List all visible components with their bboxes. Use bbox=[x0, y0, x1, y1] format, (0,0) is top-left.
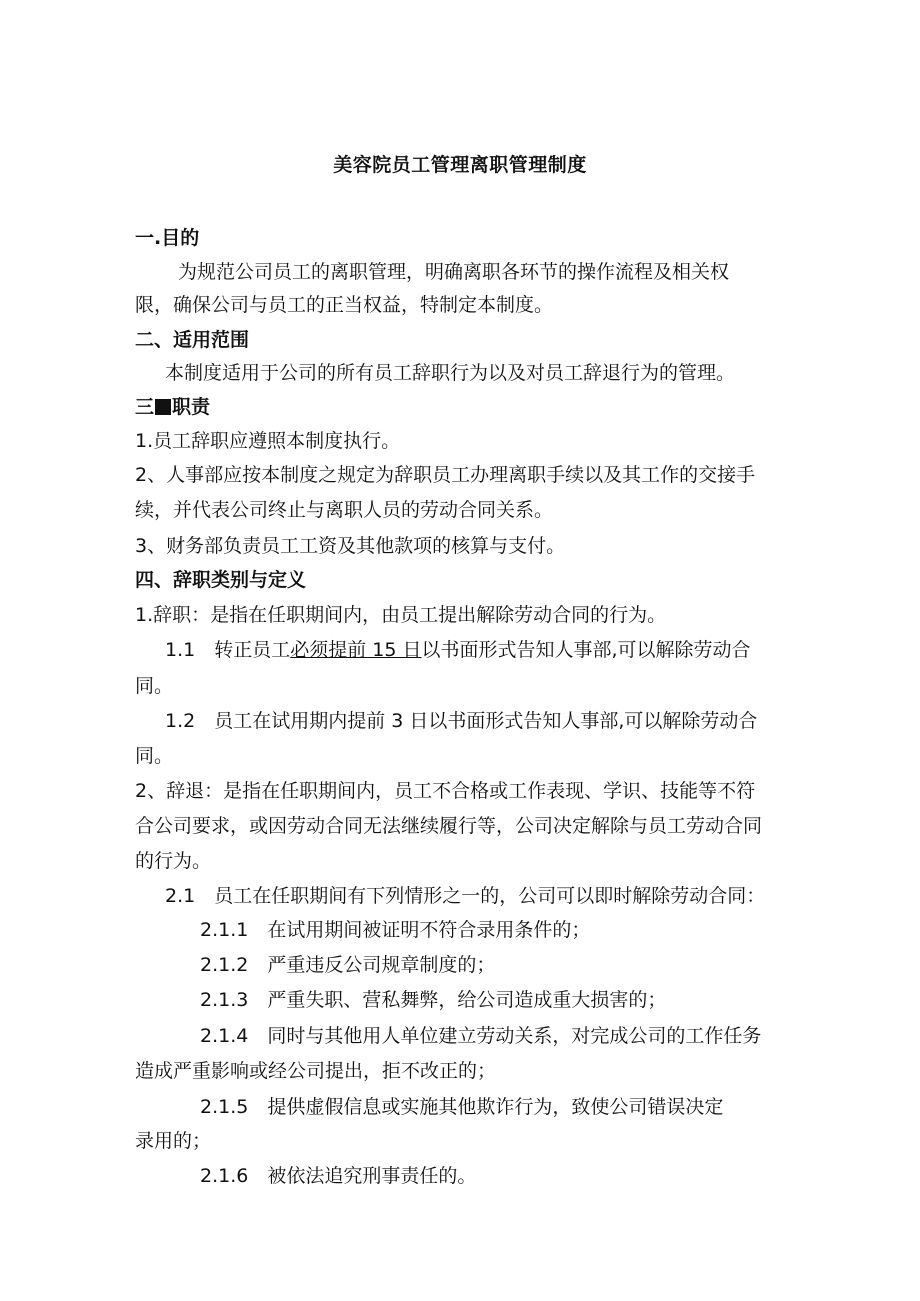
clause-1-1-underlined: 必须提前 15 日 bbox=[290, 639, 422, 661]
section-1-paragraph-line-1: 为规范公司员工的离职管理，明确离职各环节的操作流程及相关权 bbox=[178, 261, 730, 283]
clause-2-1-1: 2.1.1 在试用期间被证明不符合录用条件的； bbox=[200, 919, 591, 941]
dismissal-definition-line-2: 合公司要求，或因劳动合同无法继续履行等，公司决定解除与员工劳动合同 bbox=[135, 815, 763, 837]
clause-1-1-suffix: 以书面形式告知人事部,可以解除劳动合 bbox=[421, 639, 751, 661]
clause-2-1: 2.1 员工在任职期间有下列情形之一的，公司可以即时解除劳动合同： bbox=[165, 885, 766, 907]
section-2-paragraph: 本制度适用于公司的所有员工辞职行为以及对员工辞退行为的管理。 bbox=[165, 362, 736, 384]
duty-item-1: 1.员工辞职应遵照本制度执行。 bbox=[135, 430, 401, 452]
clause-2-1-6: 2.1.6 被依法追究刑事责任的。 bbox=[200, 1165, 477, 1187]
dismissal-definition-line-1: 2、辞退：是指在任职期间内，员工不合格或工作表现、学识、技能等不符 bbox=[135, 780, 756, 802]
section-2-heading: 二、适用范围 bbox=[135, 329, 250, 351]
dismissal-definition-line-3: 的行为。 bbox=[135, 850, 212, 872]
clause-2-1-3: 2.1.3 严重失职、营私舞弊，给公司造成重大损害的； bbox=[200, 989, 667, 1011]
section-3-heading bbox=[135, 393, 210, 421]
clause-1-2-line-1: 1.2 员工在试用期内提前 3 日以书面形式告知人事部,可以解除劳动合 bbox=[165, 710, 758, 732]
document-title: 美容院员工管理离职管理制度 bbox=[333, 154, 587, 176]
section-1-heading: 一.目的 bbox=[135, 227, 200, 249]
clause-1-1-line-2: 同。 bbox=[135, 675, 174, 697]
section-4-heading: 四、辞职类别与定义 bbox=[135, 569, 307, 591]
duty-item-3: 3、财务部负责员工工资及其他款项的核算与支付。 bbox=[135, 535, 566, 557]
duty-item-2-line-1: 2、人事部应按本制度之规定为辞职员工办理离职手续以及其工作的交接手 bbox=[135, 464, 756, 486]
duty-item-2-line-2: 续，并代表公司终止与离职人员的劳动合同关系。 bbox=[135, 499, 554, 521]
section-1-paragraph-line-2: 限，确保公司与员工的正当权益，特制定本制度。 bbox=[135, 294, 554, 316]
clause-2-1-5-line-1: 2.1.5 提供虚假信息或实施其他欺诈行为，致使公司错误决定 bbox=[200, 1096, 724, 1118]
clause-2-1-5-line-2: 录用的； bbox=[135, 1130, 212, 1152]
clause-1-2-line-2: 同。 bbox=[135, 745, 174, 767]
resignation-definition: 1.辞职：是指在任职期间内，由员工提出解除劳动合同的行为。 bbox=[135, 604, 667, 626]
section-3-heading-text: 职责 bbox=[172, 396, 211, 418]
clause-2-1-2: 2.1.2 严重违反公司规章制度的； bbox=[200, 954, 496, 976]
clause-1-1-prefix: 1.1 转正员工 bbox=[165, 639, 291, 661]
clause-2-1-4-line-1: 2.1.4 同时与其他用人单位建立劳动关系，对完成公司的工作任务 bbox=[200, 1025, 762, 1047]
section-3-heading-number: 三 bbox=[135, 396, 155, 418]
clause-1-1-line-1 bbox=[165, 636, 751, 664]
clause-2-1-4-line-2: 造成严重影响或经公司提出，拒不改正的； bbox=[135, 1060, 497, 1082]
black-square-glyph bbox=[155, 399, 171, 415]
